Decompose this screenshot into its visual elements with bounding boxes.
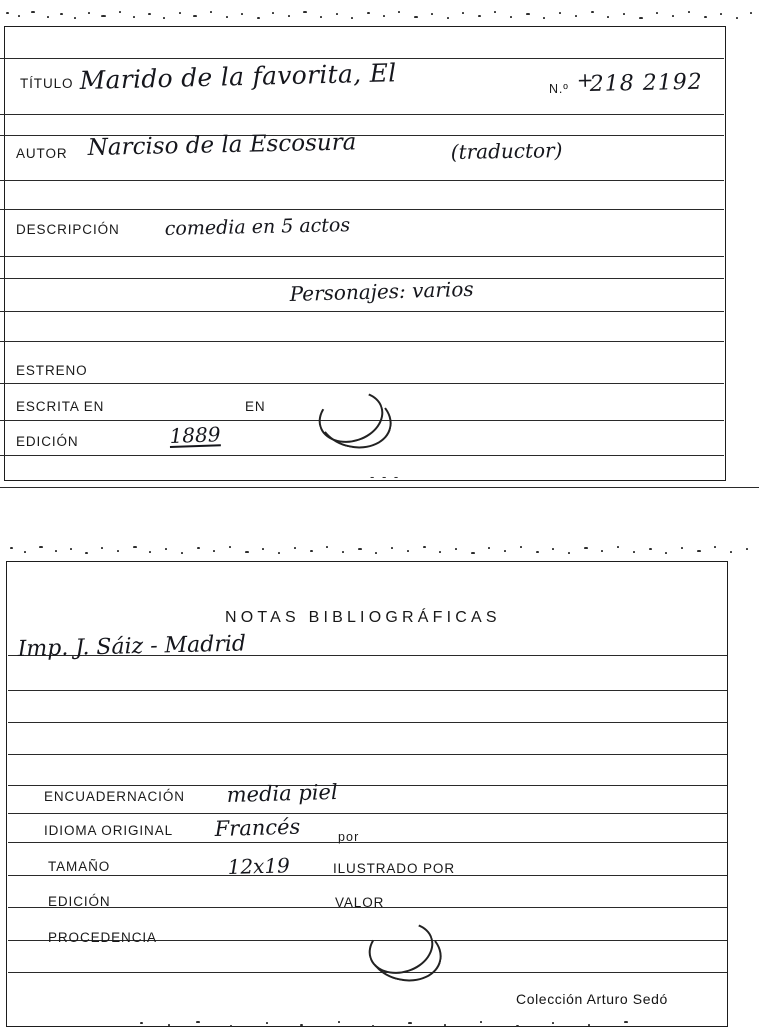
scan-noise-top xyxy=(0,8,759,24)
label-numero: N.º xyxy=(549,82,569,96)
ruled-line xyxy=(0,311,724,312)
label-idioma-original: IDIOMA ORIGINAL xyxy=(44,823,174,838)
value-encuadernacion: media piel xyxy=(226,779,338,807)
label-en: EN xyxy=(245,399,266,414)
scan-artifact-dashes: - - - xyxy=(370,469,401,484)
ruled-line xyxy=(0,114,724,115)
value-edicion: 1889 xyxy=(169,422,221,448)
label-tamano: TAMAÑO xyxy=(48,859,111,874)
ruled-line xyxy=(8,972,727,973)
ruled-line xyxy=(8,813,727,814)
label-titulo: TÍTULO xyxy=(20,76,74,91)
label-estreno: ESTRENO xyxy=(16,363,88,378)
catalog-card-back xyxy=(0,525,759,1028)
label-descripcion: DESCRIPCIÓN xyxy=(16,222,120,237)
ruled-line xyxy=(8,842,727,843)
notas-bibliograficas-heading: NOTAS BIBLIOGRÁFICAS xyxy=(225,609,501,626)
label-encuadernacion: ENCUADERNACIÓN xyxy=(44,789,185,804)
ruled-line xyxy=(8,754,727,755)
ruled-line xyxy=(8,785,727,786)
ruled-line xyxy=(0,341,724,342)
ruled-line xyxy=(0,180,724,181)
value-personajes: Personajes: varios xyxy=(289,276,474,306)
ruled-line xyxy=(8,722,727,723)
value-idioma-original: Francés xyxy=(214,814,301,841)
value-nota-bibliografica: Imp. J. Sáiz - Madrid xyxy=(17,631,247,662)
label-procedencia: PROCEDENCIA xyxy=(48,930,157,945)
ruled-line xyxy=(0,278,724,279)
value-autor-nota: (traductor) xyxy=(450,138,563,164)
label-escrita-en: ESCRITA EN xyxy=(16,399,105,414)
label-autor: AUTOR xyxy=(16,146,68,161)
label-ilustrado-por: ILUSTRADO POR xyxy=(333,861,455,876)
ruled-line xyxy=(0,487,759,488)
ruled-line xyxy=(8,690,727,691)
value-titulo: Marido de la favorita, El xyxy=(79,58,397,95)
ruled-line xyxy=(0,209,724,210)
ruled-line xyxy=(0,383,724,384)
catalog-card-front xyxy=(0,0,759,495)
label-por: por xyxy=(338,830,360,844)
value-numero: 218 2192 xyxy=(589,69,703,97)
ruled-line xyxy=(0,455,724,456)
value-autor: Narciso de la Escosura xyxy=(87,129,357,161)
label-edicion-back: EDICIÓN xyxy=(48,894,111,909)
ruled-line xyxy=(0,256,724,257)
scan-noise-top-back xyxy=(0,543,759,559)
value-tamano: 12x19 xyxy=(227,853,291,879)
value-numero-prefix: + xyxy=(576,67,595,92)
value-descripcion: comedia en 5 actos xyxy=(164,214,351,240)
label-valor: VALOR xyxy=(335,895,385,910)
label-edicion: EDICIÓN xyxy=(16,434,79,449)
collection-credit: Colección Arturo Sedó xyxy=(516,991,668,1007)
